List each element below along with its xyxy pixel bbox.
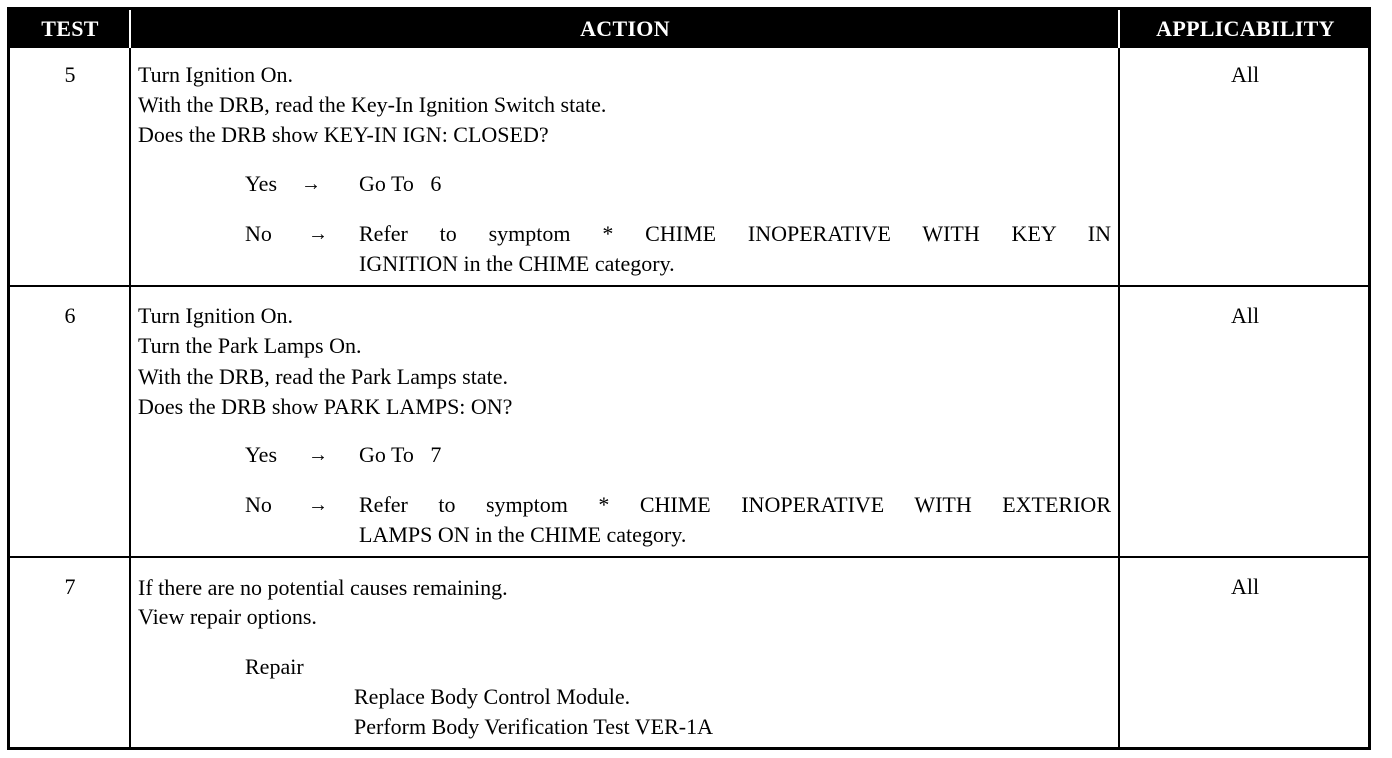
no-result: Refer to symptom * CHIME INOPERATIVE WITH EXTERIOR xyxy=(359,492,1111,517)
yes-label: Yes xyxy=(245,442,278,467)
no-result: Refer to symptom * CHIME INOPERATIVE WITH KEY IN xyxy=(359,221,1111,246)
applicability-value: All xyxy=(1230,303,1260,328)
action-step: Turn Ignition On. xyxy=(138,62,294,87)
applicability-value: All xyxy=(1230,574,1260,599)
no-label: No xyxy=(245,492,272,517)
header-action: ACTION xyxy=(580,16,670,41)
action-step: With the DRB, read the Park Lamps state. xyxy=(138,364,508,389)
yes-label: Yes xyxy=(245,171,278,196)
table-header xyxy=(10,10,1368,48)
action-step: With the DRB, read the Key-In Ignition Switch state. xyxy=(138,92,607,117)
action-step: Turn Ignition On. xyxy=(138,303,294,328)
right-arrow-icon: → xyxy=(308,223,328,245)
test-number: 5 xyxy=(64,62,76,87)
repair-step: Perform Body Verification Test VER-1A xyxy=(354,714,713,739)
no-label: No xyxy=(245,221,272,246)
right-arrow-icon: → xyxy=(308,494,328,516)
action-step: Does the DRB show KEY-IN IGN: CLOSED? xyxy=(138,122,549,147)
action-step: Does the DRB show PARK LAMPS: ON? xyxy=(138,394,513,419)
repair-label: Repair xyxy=(245,654,304,679)
action-step: If there are no potential causes remaining. xyxy=(138,575,508,600)
test-action-table xyxy=(7,7,1371,750)
no-result-continued: LAMPS ON in the CHIME category. xyxy=(359,522,687,547)
test-number: 6 xyxy=(64,303,76,328)
no-result-continued: IGNITION in the CHIME category. xyxy=(359,251,675,276)
yes-result: Go To 6 xyxy=(359,171,442,196)
yes-result: Go To 7 xyxy=(359,442,442,467)
header-test: TEST xyxy=(41,16,99,41)
test-number: 7 xyxy=(64,574,76,599)
action-step: View repair options. xyxy=(138,604,317,629)
right-arrow-icon: → xyxy=(301,173,321,195)
header-applicability: APPLICABILITY xyxy=(1156,16,1335,41)
action-step: Turn the Park Lamps On. xyxy=(138,333,362,358)
right-arrow-icon: → xyxy=(308,444,328,466)
applicability-value: All xyxy=(1230,62,1260,87)
repair-step: Replace Body Control Module. xyxy=(354,684,631,709)
